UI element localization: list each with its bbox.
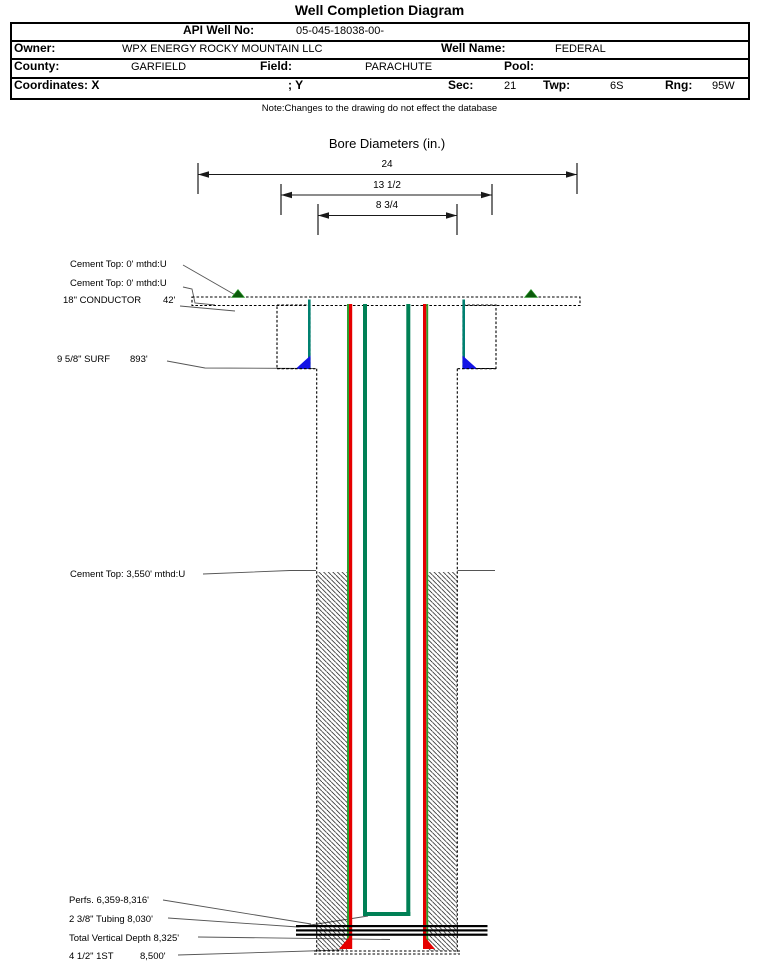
owner-value: WPX ENERGY ROCKY MOUNTAIN LLC	[122, 43, 323, 55]
sec-value: 21	[504, 80, 517, 92]
tvd-label: Total Vertical Depth 8,325'	[69, 933, 180, 944]
production-casing-depth: 8,500'	[140, 951, 166, 962]
production-cement-left	[317, 572, 347, 951]
perf-line-1	[296, 925, 488, 927]
tubing-bottom	[363, 912, 410, 916]
sec-label: Sec:	[448, 78, 474, 92]
perfs-label: Perfs. 6,359-8,316'	[69, 895, 149, 906]
cement-top-marker-right	[525, 290, 538, 298]
conductor-label: 18" CONDUCTOR	[63, 295, 142, 306]
tubing-right	[406, 304, 410, 916]
surface-casing-label: 9 5/8" SURF	[57, 354, 111, 365]
dim-8threequarter-arrow-left	[318, 212, 329, 219]
leader-conductor	[180, 306, 235, 311]
perf-line-2	[296, 929, 488, 931]
leader-tvd	[198, 937, 390, 940]
bore-diameters-title: Bore Diameters (in.)	[328, 136, 446, 151]
dim-8threequarter-arrow-right	[446, 212, 457, 219]
leader-cement-top-2	[183, 287, 215, 305]
twp-value: 6S	[610, 80, 624, 92]
production-casing-right	[423, 304, 426, 949]
conductor-depth: 42'	[163, 295, 176, 306]
dim-8threequarter-label: 8 3/4	[375, 200, 399, 211]
county-value: GARFIELD	[131, 61, 187, 73]
dim-13half-arrow-left	[281, 192, 292, 199]
twp-label: Twp:	[543, 78, 571, 92]
tubing-left	[363, 304, 367, 916]
cement-top-2-label: Cement Top: 0' mthd:U	[70, 278, 167, 289]
dim-13half-label: 13 1/2	[373, 180, 401, 191]
conductor-casing-bar	[192, 297, 580, 306]
page-title: Well Completion Diagram	[294, 2, 465, 18]
perf-line-3	[296, 934, 488, 936]
surface-casing-depth: 893'	[130, 354, 148, 365]
dim-24-label: 24	[381, 159, 393, 170]
field-value: PARACHUTE	[365, 61, 433, 73]
production-casing-left	[349, 304, 352, 949]
well-name-label: Well Name:	[441, 41, 506, 55]
coordinates-label: Coordinates: X	[14, 78, 100, 92]
rng-value: 95W	[712, 80, 735, 92]
leader-perfs	[163, 900, 311, 924]
tubing-label: 2 3/8" Tubing 8,030'	[69, 914, 153, 925]
api-value: 05-045-18038-00-	[296, 25, 385, 37]
surface-cement-column-left	[277, 305, 310, 369]
county-label: County:	[14, 59, 60, 73]
dim-24-arrow-left	[198, 171, 209, 178]
cement-top-1-label: Cement Top: 0' mthd:U	[70, 259, 167, 270]
field-label: Field:	[260, 59, 292, 73]
pool-label: Pool:	[504, 59, 534, 73]
rng-label: Rng:	[665, 78, 693, 92]
api-label: API Well No:	[183, 23, 255, 37]
dim-13half-arrow-right	[481, 192, 492, 199]
production-cement-right	[428, 572, 457, 951]
production-casing-label: 4 1/2" 1ST	[69, 951, 114, 962]
leader-cement-top-3	[203, 571, 316, 575]
coordinates-y-label: ; Y	[288, 78, 304, 92]
well-name-value: FEDERAL	[555, 43, 606, 55]
dim-24-arrow-right	[566, 171, 577, 178]
cement-top-3-label: Cement Top: 3,550' mthd:U	[70, 569, 186, 580]
surface-cement-column-right	[463, 305, 496, 369]
leader-cement-top-1	[183, 265, 237, 296]
production-casing-edge-right	[426, 304, 428, 949]
database-note: Note:Changes to the drawing do not effect the database	[261, 103, 498, 114]
leader-surface-casing	[167, 361, 313, 369]
owner-label: Owner:	[14, 41, 56, 55]
production-casing-edge-left	[347, 304, 349, 949]
